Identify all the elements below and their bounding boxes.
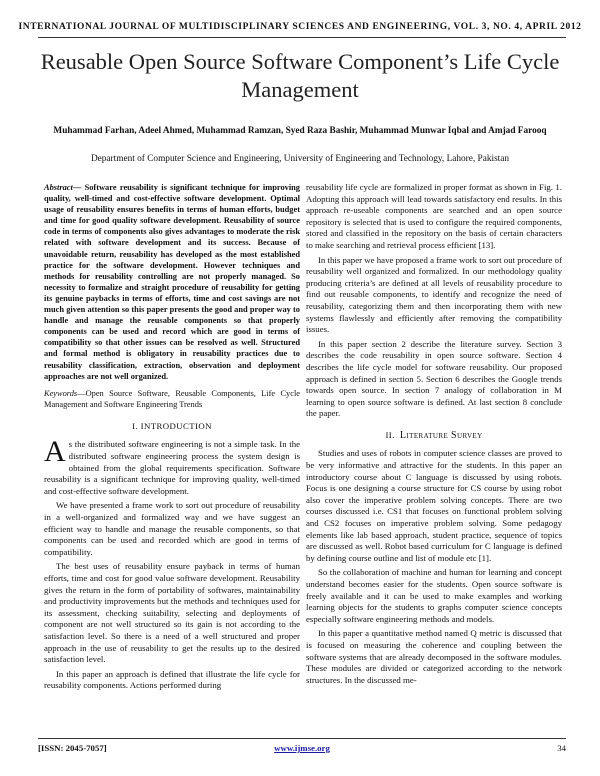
- issn: [ISSN: 2045-7057]: [38, 743, 107, 753]
- keywords: [44, 388, 300, 411]
- abstract: [44, 182, 300, 382]
- paper-title: Reusable Open Source Software Component’s Life Cycle Management: [40, 49, 560, 102]
- intro-paragraph-2: We have presented a frame work to sort out procedure of reusability in a well-organized and formalized way and we have suggest an efficient way to handle and manage the reusable components, so that components can be used and recorded which are good in terms of compatibility.: [44, 500, 300, 557]
- intro-paragraph-4: In this paper an approach is defined that illustrate the life cycle for reusability components. Actions performed during: [44, 668, 300, 691]
- right-column: [306, 182, 562, 689]
- keywords-text: —Open Source Software, Reusable Components, Life Cycle Management and Software Engineering Trends: [44, 388, 300, 410]
- page-number: 34: [557, 743, 566, 753]
- lit-paragraph-3: In this paper a quantitative method named Q metric is discussed that is focused on measuring the coherence and coupling between the software systems that are already decomposed in the software modules. These modules are divided or categorized according to the network structures. In the discussed me-: [306, 628, 562, 685]
- footer-rule: [38, 738, 566, 739]
- left-column: [44, 182, 300, 695]
- keywords-label: Keywords: [44, 388, 78, 398]
- intro-continued-paragraph: reusability life cycle are formalized in proper format as shown in Fig. 1. Adopting this approach will lead towards satisfactory end results. In this approach re-useable components are searched and an open source repository is selected that is used to configure the required components, stored and classified in the repository on the basis of certain characters to make searching and retrieval process efficient [13].: [306, 182, 562, 250]
- abstract-label: Abstract—: [44, 183, 82, 192]
- author-list: Muhammad Farhan, Adeel Ahmed, Muhammad Ramzan, Syed Raza Bashir, Muhammad Munwar Iqbal and Amjad Farooq: [53, 126, 547, 136]
- section-heading-introduction: I. INTRODUCTION: [132, 420, 212, 431]
- intro-paragraph-6: In this paper section 2 describe the literature survey. Section 3 describes the code reusability in open source software. Section 4 describes the life cycle model for software reusability. Our proposed approach is defined in section 5. Section 6 describes the Google trends towards open source. In section 7 analogy of collaboration in M learning to open source software is defined. At last section 8 conclude the paper.: [306, 338, 562, 419]
- header-rule: [38, 37, 566, 38]
- intro-paragraph-3: The best uses of reusability ensure payback in terms of human efforts, time and cost for good value software development. Reusability gives the return in the form of portability of softwares, maintainability and productivity improvements but the methods and techniques used for its assessment, checking suitability, selecting and deployments of component are not well structured so its gain is not according to the satisfaction level. So there is a need of a well structured and proper approach in the use of reusability to get the results up to the desired satisfaction level.: [44, 561, 300, 665]
- drop-cap: A: [44, 435, 66, 469]
- intro-paragraph-5: In this paper we have proposed a frame work to sort out procedure of reusability well organized and formalized. In our methodology quality producing criteria’s are defined at all levels of reusability procedure to find out reusable components, to identify and recognize the need of reusability, categorizing them and then incorporating them with new systems flawlessly and efficiently after removing the compatibility issues.: [306, 254, 562, 335]
- abstract-text: Software reusability is significant technique for improving quality, well-timed and cost-effective software development. Optimal usage of reusability ensures benefits in terms of human efforts, budget and time for good quality software development. Reusability of source code in terms of components also gives advantages to moderate the risk related with software development and its success. Because of unavoidable return, reusability has developed as the most established practice for the software development. However techniques and methods for reusability controlling are not properly managed. So necessity to formalize and straight procedure of reusability for getting its genuine paybacks in terms of efforts, time and cost savings are not much given attention so this paper presents the good and proper way to handle and manage the reusable components so that properly components can be used and record which are good in terms of compatibility so that other issues can be resolved as well. Structured and formal method is obligatory in reusability practices due to reusability classification, extraction, observation and deployment approaches are not well organized.: [44, 183, 300, 381]
- journal-header: INTERNATIONAL JOURNAL OF MULTIDISCIPLINARY SCIENCES AND ENGINEERING, VOL. 3, NO. 4, APRIL 2012: [18, 22, 582, 32]
- section-heading-literature-survey: [306, 430, 562, 442]
- lit-paragraph-2: So the collaboration of machine and human for learning and concept understand becomes easier for the students. Open source software is freely available and it can be used to make examples and working learning objects for the students to graphs computer science concepts especially software engineering methods and models.: [306, 567, 562, 624]
- lit-paragraph-1: Studies and uses of robots in computer science classes are proved to be very informative and attractive for the students. In this paper an introductory course about C language is discussed by using robots. Focus is one designing a course structure for CS course by using robot also cover the imperative problem solving concepts. There are two courses discussed i.e. CS1 that focuses on functional problem solving and CS2 focuses on imperative problem solving. Some pedagogy elements like lab based approach, student practice, sequence of topics are discussed as well. Robot based curriculum for C language is defined by defining course outline and list of module etc [1].: [306, 448, 562, 563]
- section-title: Literature Survey: [399, 429, 483, 441]
- journal-url-link[interactable]: www.ijmse.org: [274, 743, 330, 753]
- intro-paragraph-1: [44, 435, 300, 497]
- intro-paragraph-1-text: s the distributed software engineering is not a simple task. In the distributed software engineering process the system design is obtained from the global requirements specification. Software reusability is a significant technique for improving quality, well-timed and cost-effective software development.: [44, 439, 300, 496]
- affiliation: Department of Computer Science and Engineering, University of Engineering and Technology, Lahore, Pakistan: [90, 154, 510, 164]
- section-number: II.: [385, 429, 395, 440]
